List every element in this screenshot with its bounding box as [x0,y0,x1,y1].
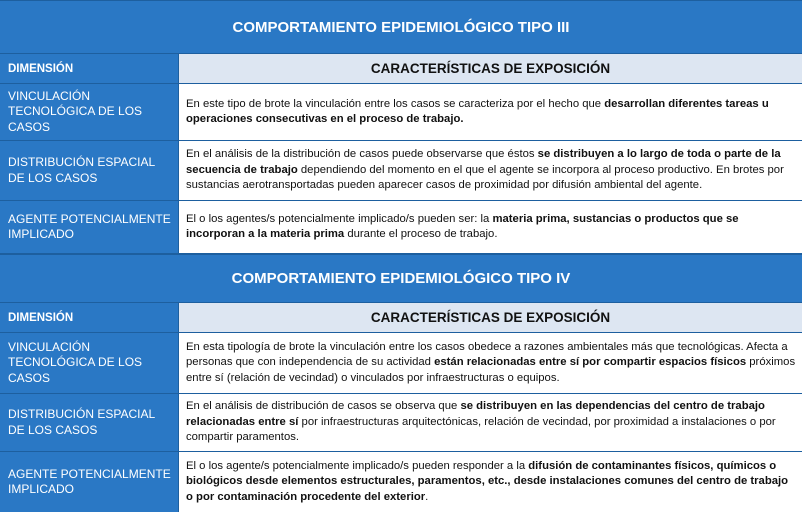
section-title-tipo-iii: COMPORTAMIENTO EPIDEMIOLÓGICO TIPO III [0,0,802,54]
row-description [178,141,802,201]
description-text [186,459,796,506]
row-description [178,394,802,452]
plain-text: durante el proceso de trabajo. [344,228,498,240]
plain-text: En el análisis de distribución de casos se observa que [186,400,461,413]
plain-text: por infraestructuras arquitectónicas, relación de vecindad, por proximidad a instalaciones o por compartir paramentos. [186,415,776,444]
bold-text: difusión de contaminantes físicos, químicos o biológicos desde elementos estructurales, paramentos, etc., desde instalaciones comunes del centro de trabajo o por contaminación procedente del exterior [186,459,789,503]
column-header-dimension: DIMENSIÓN [0,303,178,333]
row-description [178,84,802,141]
plain-text: próximos entre sí (relación de vecindad) o vinculados por infraestructuras o equipos. [186,356,796,384]
bold-text: materia prima, sustancias o productos que se incorporan a la materia prima [186,212,739,240]
plain-text: . [425,490,429,503]
row-dimension-label: VINCULACIÓN TECNOLÓGICA DE LOS CASOS [0,333,178,394]
row-dimension-label: DISTRIBUCIÓN ESPACIAL DE LOS CASOS [0,141,178,201]
bold-text: desarrollan diferentes tareas u operaciones consecutivas en el proceso de trabajo. [186,97,769,125]
plain-text: El o los agentes/s potencialmente implicado/s pueden ser: la [186,212,493,225]
description-text [186,212,796,243]
bold-text: se distribuyen en las dependencias del centro de trabajo relacionadas entre sí [186,400,765,428]
plain-text: dependiendo del momento en el que el agente se incorpora al proceso productivo. En brotes por sustancias aerotransportadas pueden aparecer casos de proximidad por difusión ambiental del agente. [186,163,784,192]
column-header-caracteristicas: CARACTERÍSTICAS DE EXPOSICIÓN [178,54,802,84]
plain-text: En el análisis de la distribución de casos puede observarse que éstos [186,148,538,161]
plain-text: En esta tipología de brote la vinculación entre los casos obedece a razones ambientales más que tecnológicas. Afecta a personas que con independencia de su actividad [186,340,788,369]
row-dimension-label: VINCULACIÓN TECNOLÓGICA DE LOS CASOS [0,84,178,141]
plain-text: En este tipo de brote la vinculación entre los casos se caracteriza por el hecho que [186,97,605,110]
description-text [186,97,796,128]
section-title-tipo-iv: COMPORTAMIENTO EPIDEMIOLÓGICO TIPO IV [0,254,802,303]
row-dimension-label: AGENTE POTENCIALMENTE IMPLICADO [0,201,178,254]
row-dimension-label: DISTRIBUCIÓN ESPACIAL DE LOS CASOS [0,394,178,452]
bold-text: se distribuyen a lo largo de toda o parte de la secuencia de trabajo [186,148,781,176]
row-description [178,333,802,394]
description-text [186,399,796,446]
description-text [186,340,796,387]
column-header-dimension: DIMENSIÓN [0,54,178,84]
bold-text: están relacionadas entre sí por compartir espacios físicos [434,356,747,369]
plain-text: El o los agente/s potencialmente implicado/s pueden responder a la [186,459,529,472]
description-text [186,147,796,194]
row-description [178,201,802,254]
row-dimension-label: AGENTE POTENCIALMENTE IMPLICADO [0,452,178,512]
row-description [178,452,802,512]
column-header-caracteristicas: CARACTERÍSTICAS DE EXPOSICIÓN [178,303,802,333]
